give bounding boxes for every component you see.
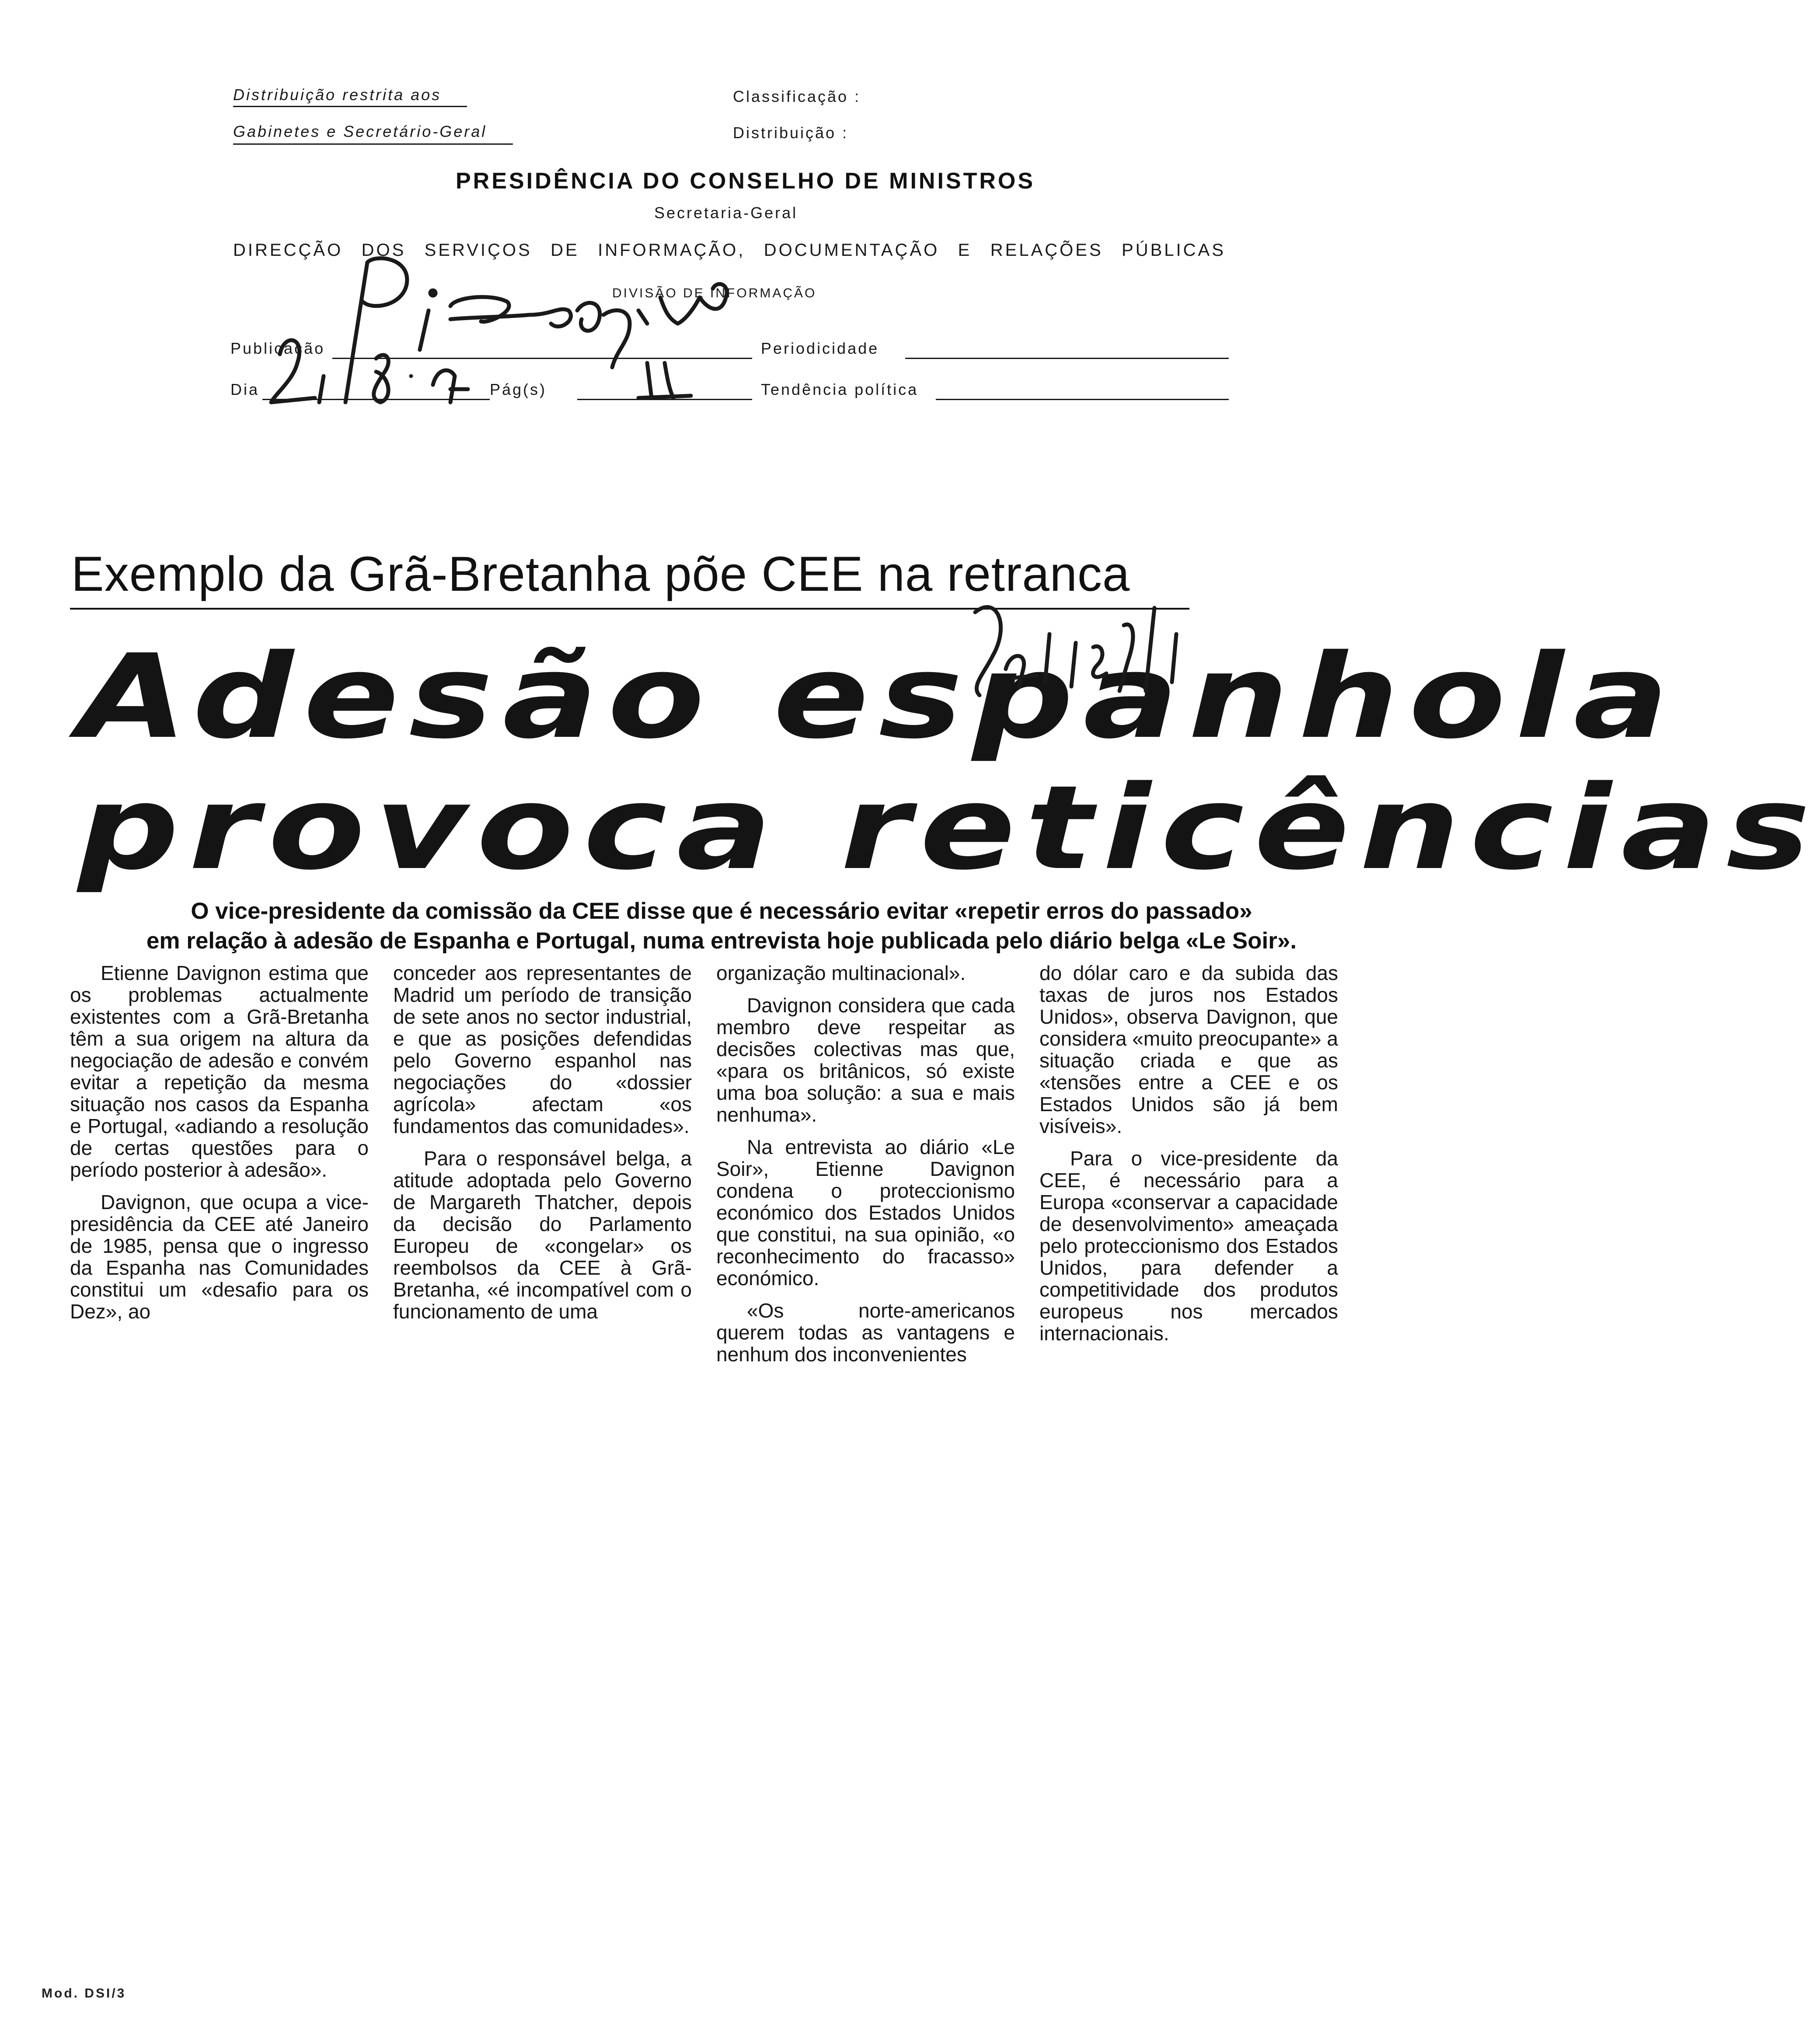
direccao-word: INFORMAÇÃO, [598,241,746,260]
article-body [70,962,1338,1376]
direccao-word: DOCUMENTAÇÃO [764,241,940,260]
tendencia-line [936,399,1229,400]
secretaria-geral: Secretaria-Geral [654,204,798,222]
distribuicao-label: Distribuição : [733,124,849,142]
article-column [716,962,1015,1376]
article-column [1039,962,1338,1376]
direccao-word: PÚBLICAS [1122,241,1226,260]
article-paragraph: Na entrevista ao diário «Le Soir», Etienne Davignon condena o proteccionismo económico dos Estados Unidos que constitui, na sua opinião, «o reconhecimento do fracasso» económico. [716,1136,1015,1290]
dia-label: Dia [230,380,260,398]
ministry-title: PRESIDÊNCIA DO CONSELHO DE MINISTROS [456,168,1036,194]
underline [233,106,467,107]
article-paragraph: organização multinacional». [716,962,966,984]
periodicidade-label: Periodicidade [761,339,879,357]
article-paragraph: Davignon, que ocupa a vice-presidência da CEE até Janeiro de 1985, pensa que o ingresso da Espanha nas Comunidades constitui um «desafio para os Dez», ao [70,1191,369,1323]
headline-line2: provoca reticências [78,761,1820,896]
tendencia-label: Tendência política [761,380,919,398]
direccao-word: DOS [361,241,406,260]
lead-line2: em relação à adesão de Espanha e Portugal, numa entrevista hoje publicada pelo diário belga «Le Soir». [146,928,1297,954]
article-paragraph: Para o responsável belga, a atitude adoptada pelo Governo de Margareth Thatcher, depois da decisão do Parlamento Europeu de «congelar» os reembolsos da CEE à Grã-Bretanha, «é incompatível com o funcionamento de uma [393,1147,692,1323]
form-model-code: Mod. DSI/3 [42,1986,126,2001]
pags-label: Pág(s) [490,380,547,398]
publicacao-label: Publicação [230,339,325,357]
article-column [393,962,692,1376]
lead-line1: O vice-presidente da comissão da CEE disse que é necessário evitar «repetir erros do passado» [191,898,1252,924]
direccao-word: DIRECÇÃO [233,241,343,260]
article-paragraph: do dólar caro e da subida das taxas de juros nos Estados Unidos», observa Davignon, que considera «muito preocupante» a situação criada e que as «tensões entre a CEE e os Estados Unidos são já bem visíveis». [1039,962,1338,1137]
article-column [70,962,369,1376]
underline [233,143,513,145]
publicacao-line [332,358,752,359]
restricted-distribution-line1: Distribuição restrita aos [233,86,442,104]
direccao-word: RELAÇÕES [990,241,1103,260]
direccao-word: E [958,241,972,260]
article-paragraph: Para o vice-presidente da CEE, é necessário para a Europa «conservar a capacidade de desenvolvimento» ameaçada pelo proteccionismo dos Estados Unidos, para defender a competitividade dos produtos europeus nos mercados internacionais. [1039,1147,1338,1345]
direccao-word: DE [551,241,579,260]
article-paragraph: conceder aos representantes de Madrid um período de transição de sete anos no sector industrial, e que as posições defendidas pelo Governo espanhol nas negociações do «dossier agrícola» afectam «os fundamentos das comunidades». [393,962,692,1137]
direccao-servicos-title [233,241,1226,260]
headline-line1: Adesão espanhola [78,630,1679,764]
article-paragraph: «Os norte-americanos querem todas as vantagens e nenhum dos inconvenientes [716,1299,1015,1366]
article-paragraph: Davignon considera que cada membro deve respeitar as decisões colectivas mas que, «para os britânicos, só existe uma boa solução: a sua e mais nenhuma». [716,994,1015,1126]
restricted-distribution-line2: Gabinetes e Secretário-Geral [233,122,487,140]
periodicidade-line [905,358,1229,359]
kicker-rule [70,608,1189,610]
article-kicker: Exemplo da Grã-Bretanha põe CEE na retranca [71,547,1130,601]
divisao-informacao: DIVISÃO DE INFORMAÇÃO [612,286,817,300]
dia-line [262,399,490,400]
classificacao-label: Classificação : [733,87,861,105]
article-paragraph: Etienne Davignon estima que os problemas actualmente existentes com a Grã-Bretanha têm a sua origem na altura da negociação de adesão e convém evitar a repetição da mesma situação nos casos da Espanha e Portugal, «adiando a resolução de certas questões para o período posterior à adesão». [70,962,369,1181]
pags-line [577,399,752,400]
handwritten-publication-entry [245,245,831,429]
direccao-word: SERVIÇOS [424,241,532,260]
